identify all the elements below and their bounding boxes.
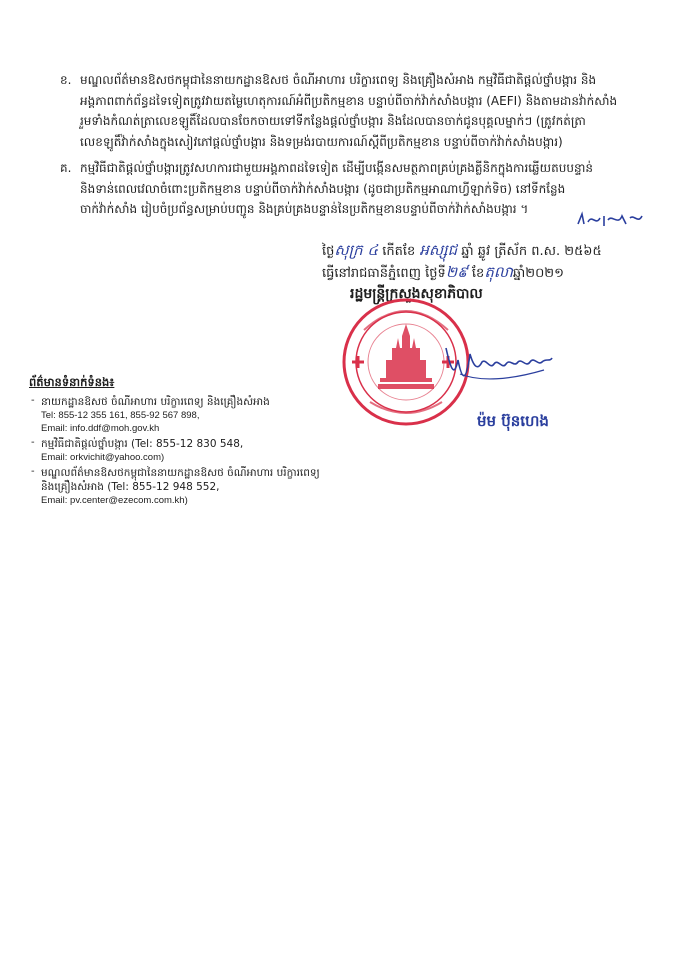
date-block bbox=[322, 240, 662, 284]
paragraph-marker: គ. bbox=[60, 161, 72, 175]
contact-item: - កម្មវិធីជាតិផ្តល់ថ្នាំបង្ការ (Tel: 855-12 830 548, Email: orkvichit@yahoo.com) bbox=[29, 437, 359, 464]
contact-name: កម្មវិធីជាតិផ្តល់ថ្នាំបង្ការ (Tel: 855-12 830 548, bbox=[41, 438, 244, 450]
contact-email: Email: pv.center@ezecom.com.kh) bbox=[41, 495, 188, 506]
paragraph-line: លេខឡូតិ៍វ៉ាក់សាំងក្នុងសៀវភៅផ្តល់ថ្នាំបង្ការ និងទម្រង់របាយការណ៍ស្តីពីប្រតិកម្មខាន បន្ទាប់ពីចាក់វ៉ាក់សាំងបង្ការ) bbox=[80, 134, 563, 149]
paragraph-text bbox=[80, 158, 660, 220]
handwritten-initials bbox=[574, 210, 644, 230]
paragraph-marker: ខ. bbox=[60, 73, 72, 87]
paragraph-kho bbox=[60, 70, 660, 152]
lunar-date-line: ថ្ងៃសុក្រ ៤ កើតខែ អស្សុជ ឆ្នាំ ឆ្លូវ ត្រីស័ក ព.ស. ២៥៦៥ bbox=[322, 241, 602, 259]
solar-date-line: ធ្វើនៅរាជធានីភ្នំពេញ ថ្ងៃទី២៩ ខែតុលាឆ្នាំ២០២១ bbox=[322, 263, 564, 281]
paragraph-line: កម្មវិធីជាតិផ្តល់ថ្នាំបង្ការត្រូវសហការជាមួយអង្គភាពដទៃទៀត ដើម្បីបង្កើនសមត្ថភាពគ្រប់គ្រងគ្លីនិកក្នុងការឆ្លើយតបបន្ទាន់ bbox=[80, 161, 593, 175]
paragraph-ko bbox=[60, 158, 660, 220]
paragraph-line: និងទាន់ពេលវេលាចំពោះប្រតិកម្មខាន បន្ទាប់ពីចាក់វ៉ាក់សាំងបង្ការ (ដូចជាប្រតិកម្មអាណាហ្វីឡាក់ទិច) នៅទីកន្លែង bbox=[80, 181, 566, 196]
paragraph-line: មណ្ឌលព័ត៌មានឱសថកម្ពុជានៃនាយកដ្ឋានឱសថ ចំណីអាហារ បរិក្ខារពេទ្យ និងគ្រឿងសំអាង កម្មវិធីជាតិផ្តល់ថ្នាំបង្ការ និង bbox=[80, 73, 597, 87]
paragraph-line: រួមទាំងកំណត់ត្រាលេខឡូតិ៍ដែលបានចែកចាយទៅទីកន្លែងផ្តល់ថ្នាំបង្ការ និងដែលបានចាក់ជូនបុគ្គលម្នាក់ៗ (ត្រូវកត់ត្រា bbox=[80, 114, 586, 128]
paragraph-line: អង្គភាពពាក់ព័ន្ធដទៃទៀតត្រូវវាយតម្លៃហេតុការណ៍អំពីប្រតិកម្មខាន បន្ទាប់ពីចាក់វ៉ាក់សាំងបង្ការ (AEFI) និងតាមដានវ៉ាក់សាំង bbox=[80, 93, 618, 108]
handwritten-solar-day: ២៩ bbox=[445, 263, 468, 281]
handwritten-lunar-month: អស្សុជ bbox=[419, 241, 458, 259]
contact-item: - នាយកដ្ឋានឱសថ ចំណីអាហារ បរិក្ខារពេទ្យ និងគ្រឿងសំអាង Tel: 855-12 355 161, 855-92 567 898, Email: info.ddf@moh.gov.kh bbox=[29, 395, 359, 435]
handwritten-solar-month: តុលា bbox=[484, 263, 513, 281]
paragraph-line: ចាក់វ៉ាក់សាំង រៀបចំប្រព័ន្ធសម្រាប់បញ្ជូន និងគ្រប់គ្រងបន្ទាន់នៃប្រតិកម្មខានបន្ទាប់ពីចាក់វ៉ាក់សាំងបង្ការ ។ bbox=[80, 202, 529, 216]
paragraph-text bbox=[80, 70, 660, 152]
contact-phone: Tel: 855-12 355 161, 855-92 567 898, bbox=[41, 410, 200, 421]
contact-name: មណ្ឌលព័ត៌មានឱសថកម្ពុជានៃនាយកដ្ឋានឱសថ ចំណីអាហារ បរិក្ខារពេទ្យ bbox=[41, 467, 320, 479]
signature bbox=[440, 340, 555, 400]
minister-title: រដ្ឋមន្ត្រីក្រសួងសុខាភិបាល bbox=[350, 286, 483, 302]
contact-email: Email: info.ddf@moh.gov.kh bbox=[41, 423, 160, 434]
signer-name: ម៉ម ប៊ុនហេង bbox=[477, 412, 549, 430]
contact-name: នាយកដ្ឋានឱសថ ចំណីអាហារ បរិក្ខារពេទ្យ និងគ្រឿងសំអាង bbox=[41, 396, 270, 408]
handwritten-lunar-day: សុក្រ ៤ bbox=[334, 241, 379, 259]
contact-email: Email: orkvichit@yahoo.com) bbox=[41, 452, 165, 463]
contact-title: ព័ត៌មានទំនាក់ទំនង៖ bbox=[29, 375, 115, 389]
contact-name-continued: និងគ្រឿងសំអាង (Tel: 855-12 948 552, bbox=[41, 481, 220, 493]
contact-item: - មណ្ឌលព័ត៌មានឱសថកម្ពុជានៃនាយកដ្ឋានឱសថ ចំណីអាហារ បរិក្ខារពេទ្យ និងគ្រឿងសំអាង (Tel: 855-12 948 552, Email: pv.center@ezecom.com.kh) bbox=[29, 466, 359, 507]
contact-section bbox=[29, 375, 359, 509]
